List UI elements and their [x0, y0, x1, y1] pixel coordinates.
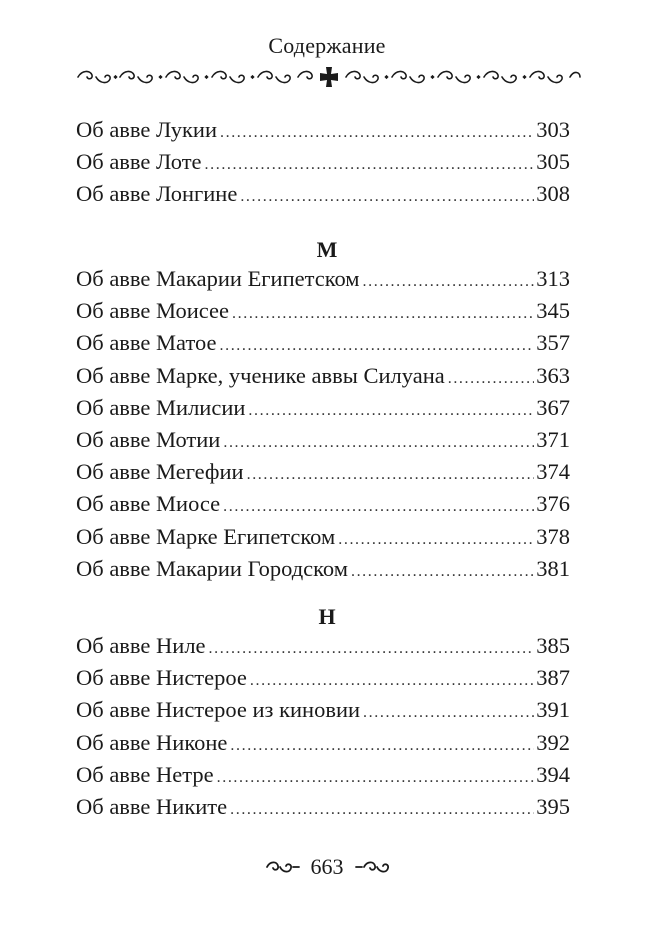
- toc-entry-title: Об авве Нистерое из киновии: [76, 697, 361, 723]
- dot-leader: [220, 125, 534, 141]
- toc-entry-title: Об авве Ниле: [76, 633, 206, 658]
- toc-entry-page: 345: [536, 298, 570, 324]
- dot-leader: [351, 564, 534, 580]
- page-number: 663: [310, 854, 344, 879]
- toc-entry-title: Об авве Миосе: [76, 491, 221, 517]
- toc-entry-page: 387: [536, 665, 570, 691]
- toc-entry-title: Об авве Нистерое: [76, 665, 247, 691]
- toc-entry-page: 367: [536, 394, 570, 420]
- toc-entry-title: Об авве Лонгине: [76, 181, 238, 207]
- toc-entry: [76, 327, 570, 359]
- toc-entry-title: Об авве Лукии: [76, 117, 217, 142]
- toc-entry: [76, 694, 570, 726]
- toc-entry: [76, 488, 570, 520]
- dot-leader: [250, 673, 534, 689]
- toc-entry: [76, 263, 570, 295]
- toc-section: [76, 114, 570, 211]
- toc-entry-title: Об авве Никоне: [76, 729, 228, 755]
- toc-entry: [76, 759, 570, 791]
- toc-entry-page: 392: [536, 729, 570, 755]
- toc-entry-title: Об авве Марке Египетском: [76, 523, 336, 549]
- folio-ornament-left: [265, 859, 301, 875]
- section-letter: М: [316, 237, 338, 262]
- dot-leader: [223, 435, 534, 451]
- toc-entry-title: Об авве Мотии: [76, 426, 221, 452]
- dot-leader: [240, 189, 534, 205]
- dot-leader: [448, 371, 535, 387]
- toc-entry: [76, 392, 570, 424]
- dot-leader: [248, 403, 534, 419]
- toc-entry-title: Об авве Мегефии: [76, 459, 244, 485]
- toc-entry-page: 363: [536, 362, 570, 388]
- dot-leader: [217, 770, 535, 786]
- toc-entry-title: Об авве Нетре: [76, 761, 214, 787]
- running-head: Содержание: [268, 33, 386, 58]
- toc-entry: [76, 553, 570, 585]
- dot-leader: [338, 532, 534, 548]
- dot-leader: [230, 802, 534, 818]
- toc-entry-title: Об авве Милисии: [76, 394, 246, 420]
- toc-entry-title: Об авве Матое: [76, 330, 217, 356]
- toc-entry: [76, 456, 570, 488]
- dot-leader: [363, 274, 535, 290]
- toc-entry-page: 376: [536, 491, 570, 517]
- toc-entry-page: 378: [536, 523, 570, 549]
- toc-entry-title: Об авве Лоте: [76, 149, 202, 175]
- toc-entry: [76, 178, 570, 210]
- dot-leader: [205, 157, 535, 173]
- toc-entry: [76, 146, 570, 178]
- toc-entry-page: 381: [536, 555, 570, 581]
- toc-entry-title: Об авве Никите: [76, 793, 228, 819]
- toc-entry: [76, 295, 570, 327]
- toc-entry-page: 371: [536, 426, 570, 452]
- dot-leader: [209, 641, 535, 657]
- dot-leader: [232, 306, 534, 322]
- toc-entry-page: 303: [536, 117, 570, 142]
- dot-leader: [223, 499, 534, 515]
- folio-ornament-right: [354, 859, 390, 875]
- toc-entry-page: 308: [536, 181, 570, 207]
- toc-entry-title: Об авве Макарии Городском: [76, 555, 348, 581]
- toc-entry-page: 374: [536, 459, 570, 485]
- toc-entry-title: Об авве Моисее: [76, 298, 230, 324]
- toc-entry: [76, 791, 570, 823]
- toc-entry-page: 395: [536, 793, 570, 819]
- toc-entry-page: 391: [536, 697, 570, 723]
- toc-entry: [76, 360, 570, 392]
- toc-entry-title: Об авве Марке, ученике аввы Силуана: [76, 362, 445, 388]
- dot-leader: [363, 705, 534, 721]
- toc-entry-page: 385: [536, 633, 570, 658]
- toc-entry-page: 305: [536, 149, 570, 175]
- toc-section: [76, 263, 570, 585]
- section-letter: Н: [318, 604, 336, 629]
- toc-entry-title: Об авве Макарии Египетском: [76, 266, 360, 291]
- dot-leader: [220, 338, 535, 354]
- toc-entry-page: 357: [536, 330, 570, 356]
- dot-leader: [230, 738, 534, 754]
- toc-entry: [76, 521, 570, 553]
- toc-entry-page: 394: [536, 761, 570, 787]
- toc-entry: [76, 114, 570, 146]
- dot-leader: [247, 467, 535, 483]
- toc-entry: [76, 727, 570, 759]
- toc-entry: [76, 424, 570, 456]
- ornament-band: [74, 66, 584, 88]
- toc-section: [76, 630, 570, 823]
- toc-entry: [76, 662, 570, 694]
- folio: [0, 852, 654, 882]
- toc-entry: [76, 630, 570, 662]
- toc-entry-page: 313: [536, 266, 570, 291]
